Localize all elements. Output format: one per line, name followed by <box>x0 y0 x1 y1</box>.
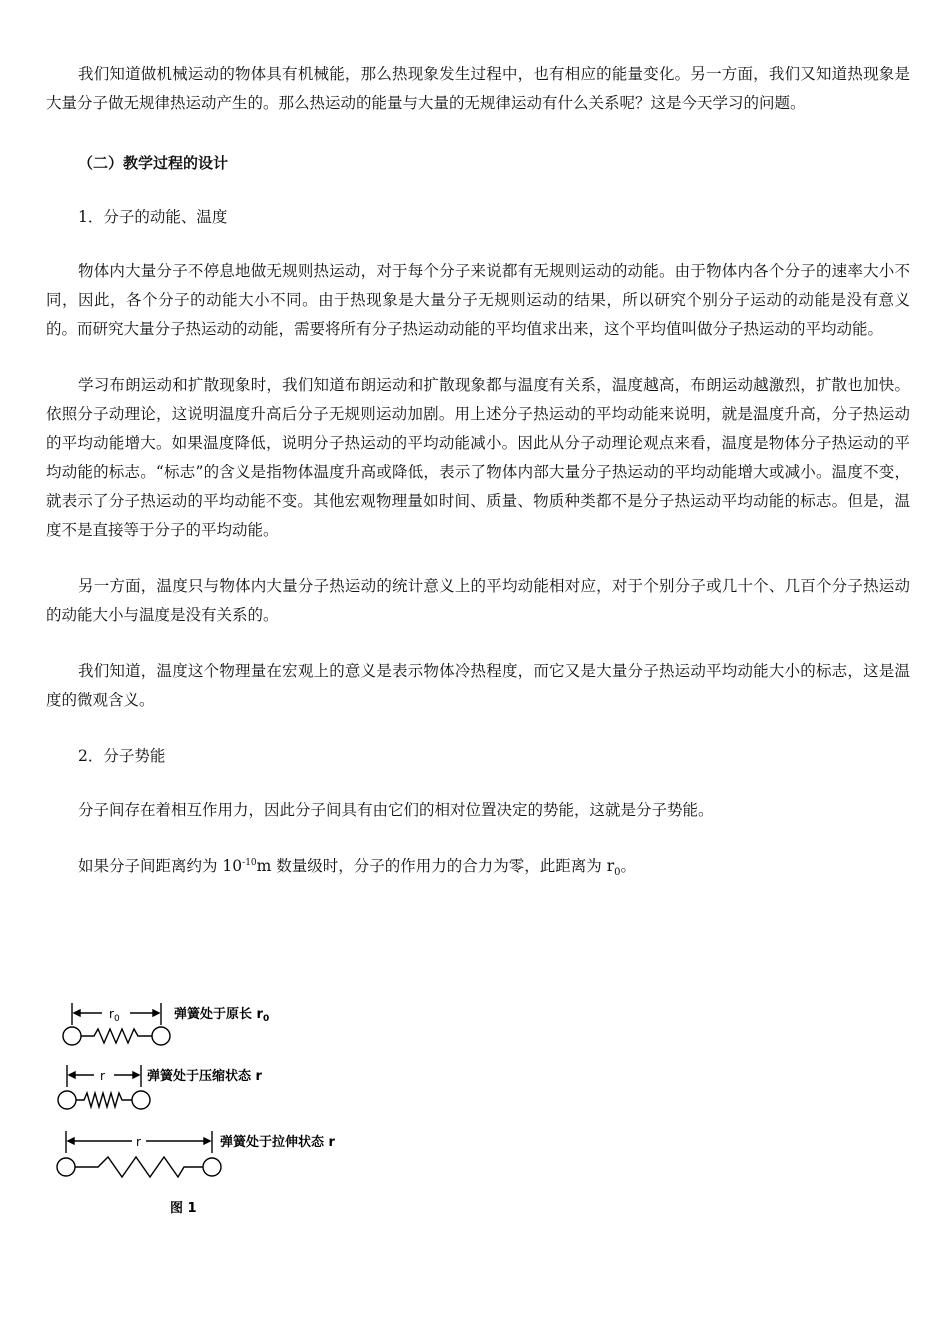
paragraph-potential-energy: 分子间存在着相互作用力，因此分子间具有由它们的相对位置决定的势能，这就是分子势能。 <box>78 801 714 819</box>
intro-paragraph: 我们知道做机械运动的物体具有机械能，那么热现象发生过程中，也有相应的能量变化。另一方面，我们又知道热现象是大量分子做无规律热运动产生的。那么热运动的能量与大量的无规律运动有什么关系呢？这是今天学习的问题。 <box>46 65 910 112</box>
molecule-left-2 <box>58 1091 76 1109</box>
paragraph-r0-distance <box>46 852 910 881</box>
r0-text-after: 。 <box>620 857 637 875</box>
paragraph-micro-meaning: 我们知道，温度这个物理量在宏观上的意义是表示物体冷热程度，而它又是大量分子热运动平均动能大小的标志，这是温度的微观含义。 <box>46 662 910 709</box>
dim-label-3: r <box>136 1135 141 1149</box>
r0-text-middle: m 数量级时，分子的作用力的合力为零，此距离为 r <box>256 857 615 875</box>
arrow-right-2 <box>133 1072 139 1078</box>
exponent: -10 <box>242 857 257 868</box>
arrow-left-3 <box>68 1138 74 1144</box>
spring-diagram <box>50 995 370 1220</box>
r0-text-before: 如果分子间距离约为 10 <box>78 857 243 875</box>
molecule-left-1 <box>63 1027 81 1045</box>
dim-label-2: r <box>100 1069 105 1083</box>
arrow-right-1 <box>153 1010 159 1016</box>
arrow-right-3 <box>204 1138 210 1144</box>
document-body <box>46 60 910 908</box>
spring-stretched <box>75 1157 203 1177</box>
spring-figure <box>50 995 370 1220</box>
paragraph-kinetic-energy: 物体内大量分子不停息地做无规则热运动，对于每个分子来说都有无规则运动的动能。由于物体内各个分子的速率大小不同，因此，各个分子的动能大小不同。由于热现象是大量分子无规则运动的结果，所以研究个别分子运动的动能是没有意义的。而研究大量分子热运动的动能，需要将所有分子热运动动能的平均值求出来，这个平均值叫做分子热运动的平均动能。 <box>46 262 910 338</box>
molecule-right-2 <box>132 1091 150 1109</box>
spring-natural <box>81 1029 152 1043</box>
subsection-heading-potential: 2．分子势能 <box>78 747 166 765</box>
paragraph-temperature-sign: 学习布朗运动和扩散现象时，我们知道布朗运动和扩散现象都与温度有关系，温度越高，布朗运动越激烈，扩散也加快。依照分子动理论，这说明温度升高后分子无规则运动加剧。用上述分子热运动的平均动能来说明，就是温度升高，分子热运动的平均动能增大。如果温度降低，说明分子热运动的平均动能减小。因此从分子动理论观点来看，温度是物体分子热运动的平均动能的标志。“标志”的含义是指物体温度升高或降低，表示了物体内部大量分子热运动的平均动能增大或减小。温度不变，就表示了分子热运动的平均动能不变。其他宏观物理量如时间、质量、物质种类都不是分子热运动平均动能的标志。但是，温度不是直接等于分子的平均动能。 <box>46 376 910 539</box>
label-stretched: 弹簧处于拉伸状态 r <box>220 1135 335 1150</box>
label-compressed: 弹簧处于压缩状态 r <box>147 1069 262 1084</box>
molecule-right-1 <box>152 1027 170 1045</box>
paragraph-statistical: 另一方面，温度只与物体内大量分子热运动的统计意义上的平均动能相对应，对于个别分子或几十个、几百个分子热运动的动能大小与温度是没有关系的。 <box>46 577 910 624</box>
row-natural-length <box>63 1003 170 1045</box>
arrow-left-1 <box>74 1010 80 1016</box>
label-natural-length: 弹簧处于原长 $r_0$ <box>174 1007 270 1024</box>
arrow-left-2 <box>69 1072 75 1078</box>
spring-compressed <box>76 1093 132 1107</box>
dim-label-1: $r_0$ <box>109 1007 120 1024</box>
section-heading: （二）教学过程的设计 <box>78 154 229 172</box>
subsection-heading-kinetic: 1．分子的动能、温度 <box>78 208 228 226</box>
molecule-right-3 <box>203 1158 221 1176</box>
molecule-left-3 <box>57 1158 75 1176</box>
figure-caption: 图 1 <box>170 1201 197 1216</box>
subscript-zero: 0 <box>614 867 621 879</box>
